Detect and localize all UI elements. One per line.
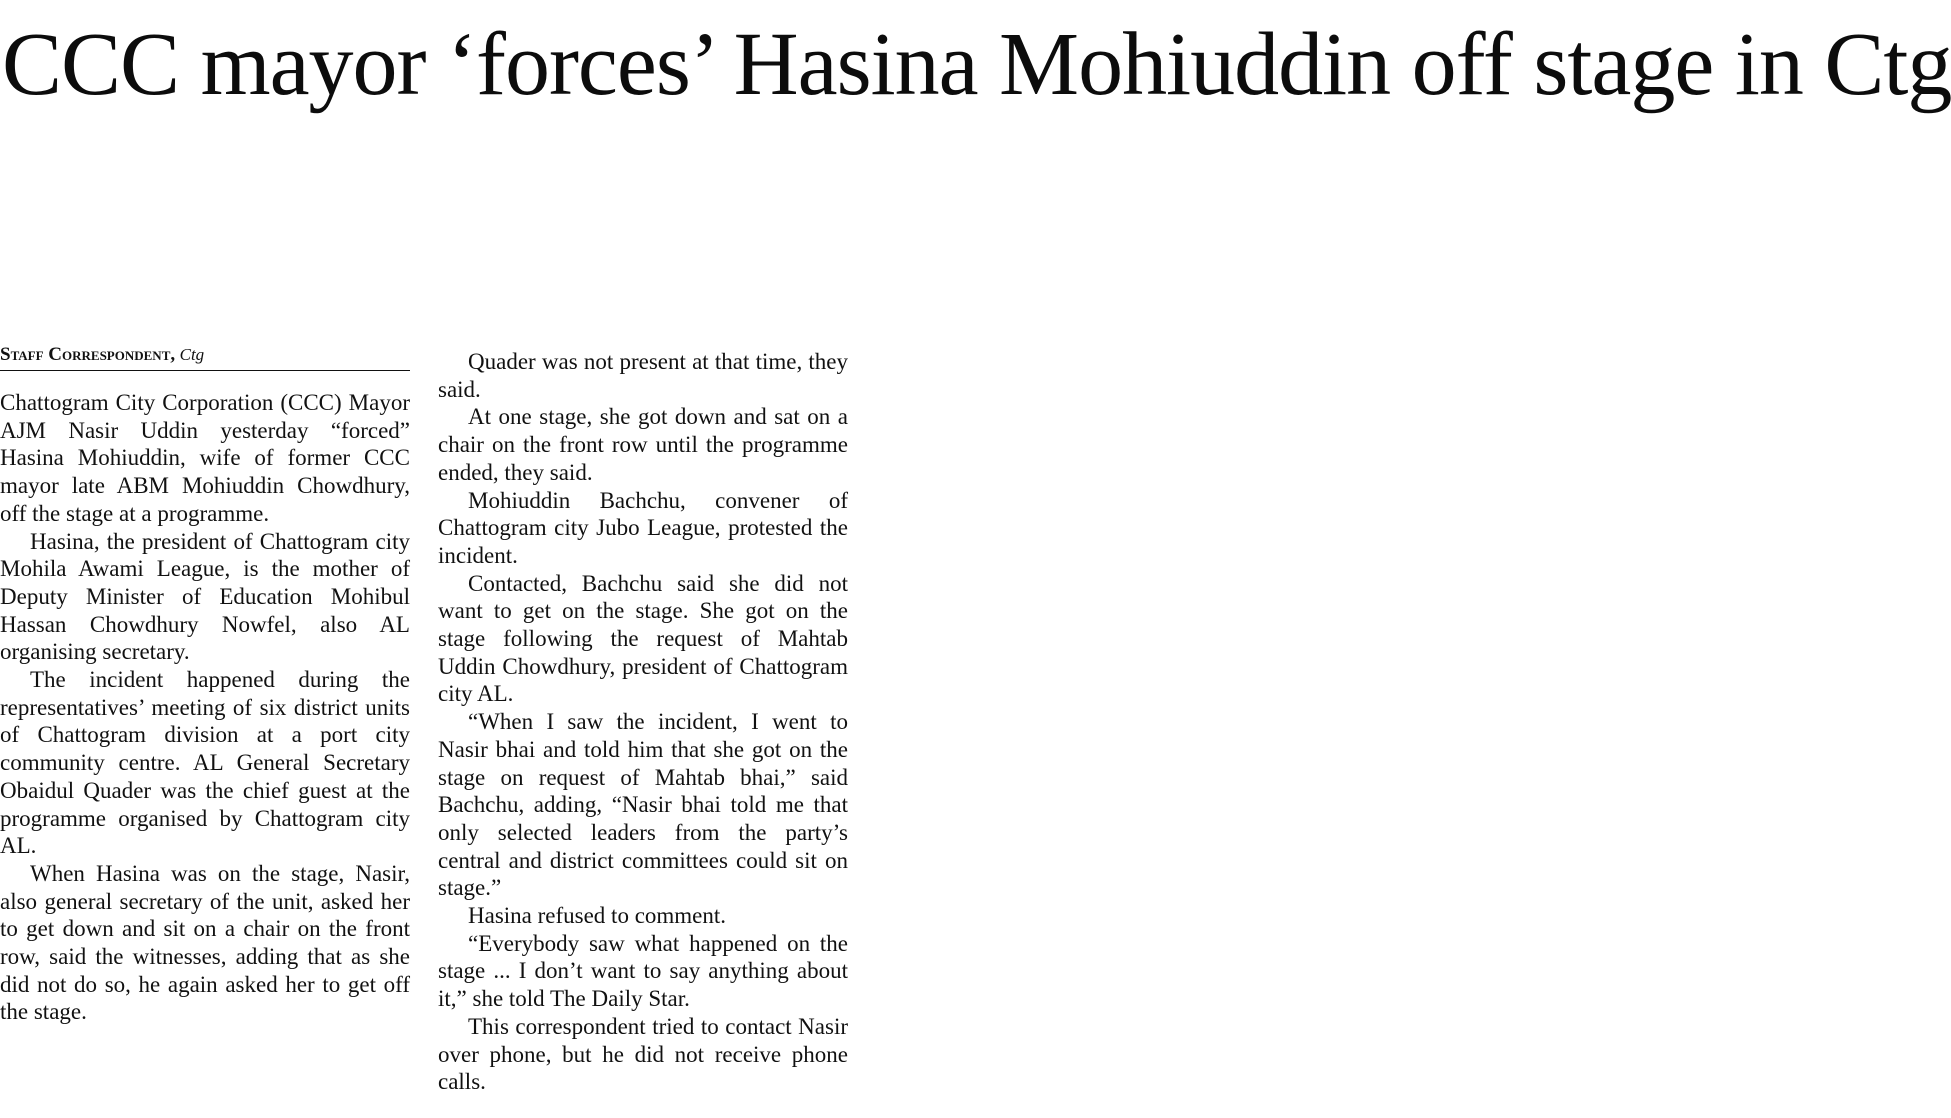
byline xyxy=(0,341,410,371)
paragraph: Quader was not present at that time, they said. xyxy=(438,349,848,402)
byline-location: Ctg xyxy=(179,345,205,364)
paragraph: The incident happened during the representatives’ meeting of six district units of Chattogram division at a port city community centre. AL General Secretary Obaidul Quader was the chief guest at the programme organised by Chattogram city AL. xyxy=(0,667,410,859)
article-column-right xyxy=(438,348,848,1096)
paragraph: Mohiuddin Bachchu, convener of Chattogram city Jubo League, protested the incident. xyxy=(438,487,848,568)
paragraph: At one stage, she got down and sat on a chair on the front row until the programme ended, they said. xyxy=(438,404,848,485)
paragraph: When Hasina was on the stage, Nasir, also general secretary of the unit, asked her to get down and sit on a chair on the front row, said the witnesses, adding that as she did not do so, he again asked her to get off the stage. xyxy=(0,860,410,1025)
paragraph: Hasina refused to comment. xyxy=(468,903,727,929)
byline-name: Staff Correspondent, xyxy=(0,344,176,365)
headline: CCC mayor ‘forces’ Hasina Mohiuddin off stage in Ctg xyxy=(2,15,1951,114)
paragraph: “Everybody saw what happened on the stage ... I don’t want to say anything about it,” she told The Daily Star. xyxy=(438,930,848,1012)
paragraph: Contacted, Bachchu said she did not want to get on the stage. She got on the stage following the request of Mahtab Uddin Chowdhury, president of Chattogram city AL. xyxy=(438,570,848,707)
article-column-left xyxy=(0,389,410,1026)
paragraph: “When I saw the incident, I went to Nasir bhai and told him that she got on the stage on request of Mahtab bhai,” said Bachchu, adding, “Nasir bhai told me that only selected leaders from the party’s central and district committees could sit on stage.” xyxy=(438,709,848,901)
paragraph: Hasina, the president of Chattogram city Mohila Awami League, is the mother of Deputy Minister of Education Mohibul Hassan Chowdhury Nowfel, also AL organising secretary. xyxy=(0,528,410,665)
paragraph: This correspondent tried to contact Nasir over phone, but he did not receive phone calls. xyxy=(438,1013,848,1095)
paragraph: Chattogram City Corporation (CCC) Mayor AJM Nasir Uddin yesterday “forced” Hasina Mohiuddin, wife of former CCC mayor late ABM Mohiuddin Chowdhury, off the stage at a programme. xyxy=(0,390,410,526)
